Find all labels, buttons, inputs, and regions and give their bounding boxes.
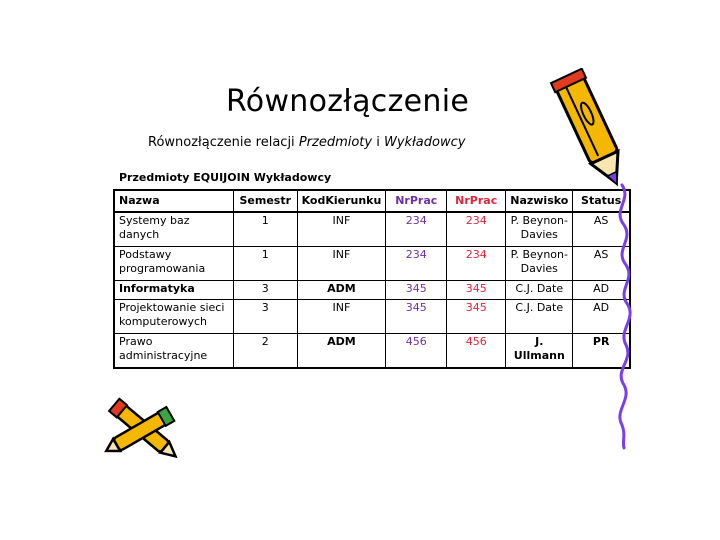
cell-kodkierunku: ADM [297,333,386,368]
header-nazwa: Nazwa [114,190,233,212]
cell-nazwisko: C.J. Date [506,281,573,300]
header-nrprac-left: NrPrac [386,190,447,212]
cell-nazwisko: P. Beynon-Davies [506,247,573,281]
cell-status: PR [573,333,630,368]
cell-kodkierunku: INF [297,212,386,247]
cell-semestr: 3 [233,299,297,333]
cell-status: AD [573,281,630,300]
cell-kodkierunku: ADM [297,281,386,300]
cell-nazwa: Projektowanie sieci komputerowych [114,299,233,333]
table-row [114,281,630,300]
subtitle-relation-1: Przedmioty [298,135,373,150]
cell-nazwa: Podstawy programowania [114,247,233,281]
subtitle-mid: i [372,135,384,150]
cell-status: AS [573,212,630,247]
header-kodkierunku: KodKierunku [297,190,386,212]
pencil-icon [548,68,638,198]
cell-nrprac-right: 456 [447,333,506,368]
cell-nazwa: Prawo administracyjne [114,333,233,368]
squiggle-line [600,180,640,450]
crossed-pencils-icon [100,392,190,472]
cell-nrprac-right: 234 [447,247,506,281]
subtitle-prefix: Równozłączenie relacji [148,135,299,150]
header-status: Status [573,190,630,212]
cell-nazwisko: C.J. Date [506,299,573,333]
cell-nrprac-left: 234 [386,212,447,247]
subtitle [148,135,465,150]
cell-kodkierunku: INF [297,299,386,333]
cell-nazwisko: P. Beynon-Davies [506,212,573,247]
cell-semestr: 2 [233,333,297,368]
equijoin-table [113,189,631,369]
table-row [114,299,630,333]
header-nazwisko: Nazwisko [506,190,573,212]
table-row [114,212,630,247]
header-semestr: Semestr [233,190,297,212]
cell-nrprac-left: 456 [386,333,447,368]
table-row [114,333,630,368]
cell-nazwisko: J. Ullmann [506,333,573,368]
table-row [114,247,630,281]
cell-nazwa: Informatyka [114,281,233,300]
cell-nrprac-left: 345 [386,281,447,300]
cell-status: AD [573,299,630,333]
cell-semestr: 1 [233,212,297,247]
cell-status: AS [573,247,630,281]
cell-nrprac-right: 345 [447,299,506,333]
cell-nazwa: Systemy baz danych [114,212,233,247]
table-caption: Przedmioty EQUIJOIN Wykładowcy [119,171,332,184]
cell-kodkierunku: INF [297,247,386,281]
subtitle-relation-2: Wykładowcy [383,135,466,150]
cell-semestr: 1 [233,247,297,281]
cell-nrprac-right: 345 [447,281,506,300]
cell-semestr: 3 [233,281,297,300]
page-title: Równozłączenie [226,84,470,119]
cell-nrprac-left: 345 [386,299,447,333]
header-nrprac-right: NrPrac [447,190,506,212]
cell-nrprac-right: 234 [447,212,506,247]
cell-nrprac-left: 234 [386,247,447,281]
